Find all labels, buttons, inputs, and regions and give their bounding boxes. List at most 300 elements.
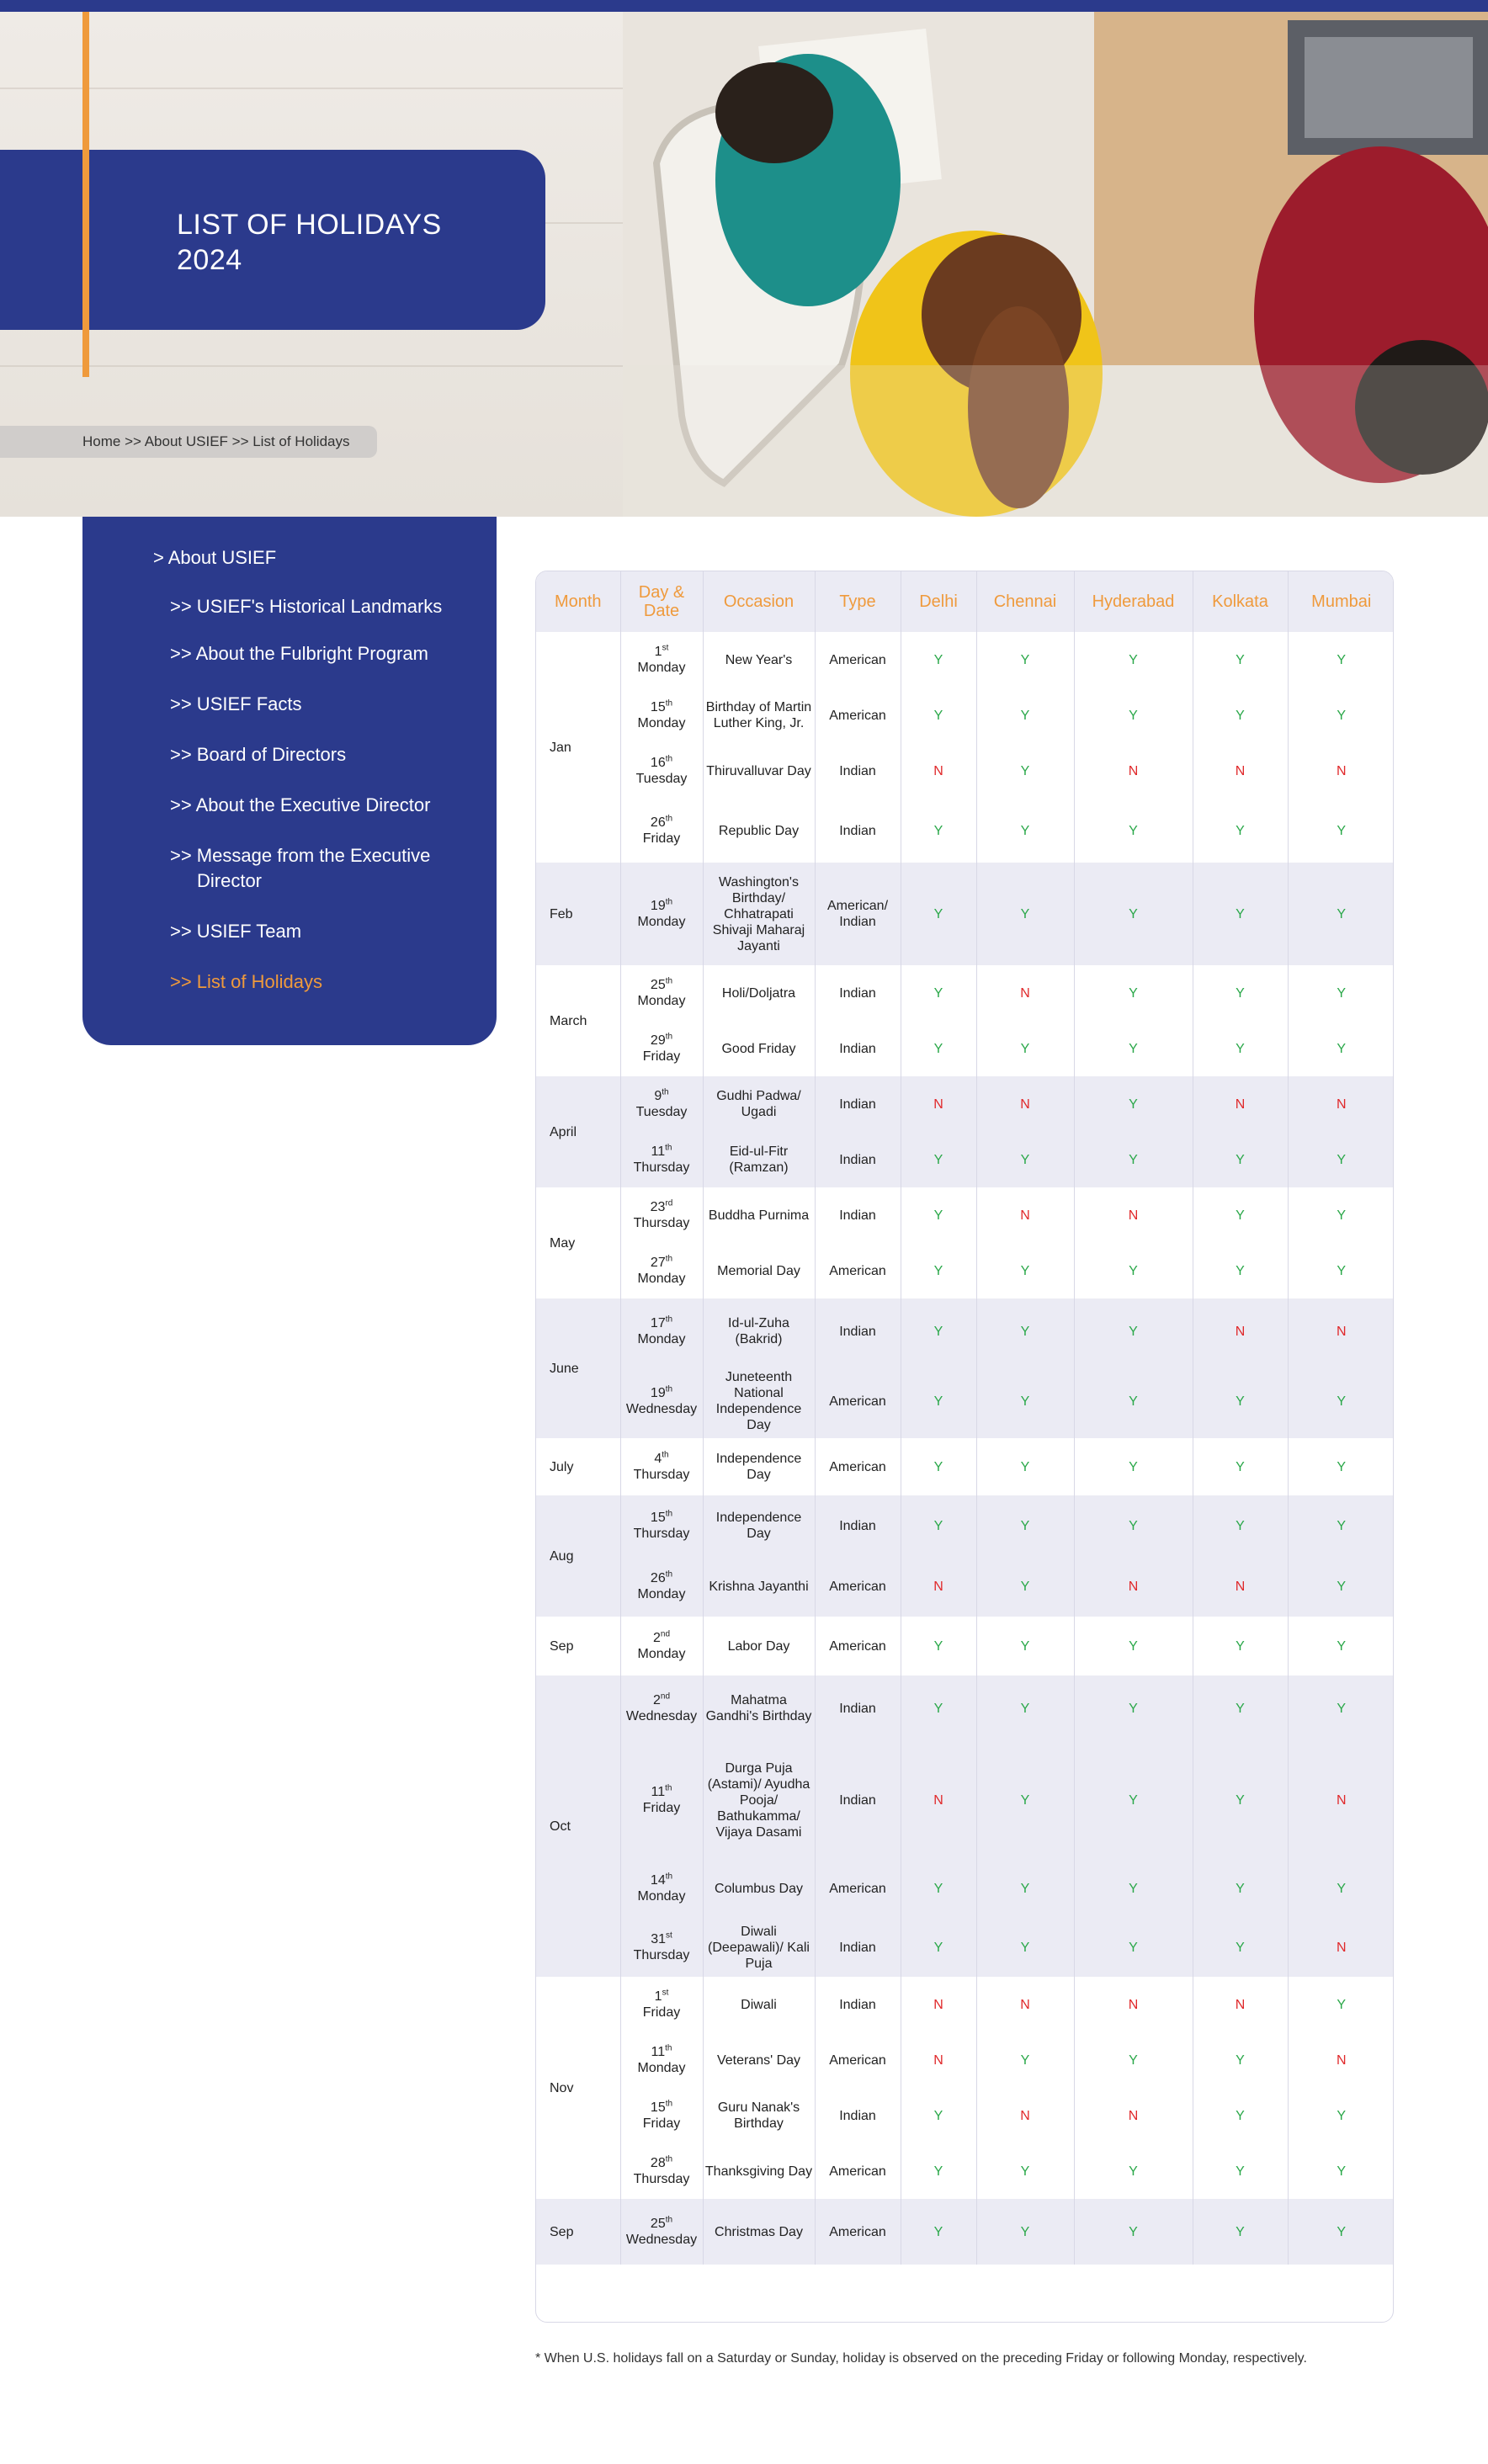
table-row [536, 2199, 1394, 2265]
status-hyderabad: Y [1074, 1495, 1193, 1556]
occasion-cell: Good Friday [703, 1021, 815, 1076]
status-chennai: Y [976, 799, 1074, 863]
status-chennai: Y [976, 688, 1074, 743]
month-cell: July [536, 1438, 620, 1495]
day-suffix: th [665, 814, 673, 824]
day-date-cell [620, 1859, 703, 1918]
weekday: Monday [637, 1332, 686, 1346]
header-hyderabad: Hyderabad [1074, 571, 1193, 632]
day-suffix: th [665, 1384, 673, 1394]
day-suffix: th [665, 754, 673, 764]
status-mumbai: Y [1288, 688, 1394, 743]
month-cell: June [536, 1298, 620, 1438]
type-cell: American/ Indian [815, 863, 901, 965]
occasion-cell: Id-ul-Zuha (Bakrid) [703, 1298, 815, 1364]
table-row [536, 1187, 1394, 1243]
status-hyderabad: Y [1074, 1675, 1193, 1741]
header-occasion: Occasion [703, 571, 815, 632]
status-chennai: N [976, 1076, 1074, 1132]
table-row [536, 2032, 1394, 2088]
weekday: Monday [637, 994, 686, 1008]
day-suffix: th [665, 2043, 672, 2053]
day-date-cell [620, 1438, 703, 1495]
day-date-cell [620, 1076, 703, 1132]
status-mumbai: Y [1288, 1977, 1394, 2032]
students-photo [623, 12, 1488, 517]
sidebar-item-executive-director[interactable]: >> About the Executive Director [170, 794, 431, 815]
weekday: Monday [637, 661, 686, 675]
type-cell: Indian [815, 1675, 901, 1741]
day-suffix: th [665, 1143, 672, 1153]
occasion-cell: Guru Nanak's Birthday [703, 2088, 815, 2143]
weekday: Friday [642, 2116, 681, 2131]
status-mumbai: N [1288, 1918, 1394, 1977]
day-suffix: th [665, 1872, 673, 1882]
accent-line [82, 12, 89, 377]
type-cell: Indian [815, 1076, 901, 1132]
day-suffix: th [665, 698, 673, 709]
occasion-cell: Diwali (Deepawali)/ Kali Puja [703, 1918, 815, 1977]
table-row [536, 1617, 1394, 1675]
table-row [536, 632, 1394, 688]
weekday: Thursday [633, 1948, 690, 1962]
status-kolkata: N [1193, 1076, 1288, 1132]
status-hyderabad: N [1074, 2088, 1193, 2143]
day-suffix: th [665, 897, 673, 907]
status-delhi: Y [901, 1438, 976, 1495]
type-cell: American [815, 2199, 901, 2265]
status-mumbai: Y [1288, 2199, 1394, 2265]
day-date-cell [620, 1617, 703, 1675]
status-delhi: Y [901, 1021, 976, 1076]
status-hyderabad: Y [1074, 1918, 1193, 1977]
page-title: LIST OF HOLIDAYS [177, 209, 442, 241]
status-hyderabad: Y [1074, 632, 1193, 688]
status-mumbai: N [1288, 1741, 1394, 1859]
status-chennai: Y [976, 1617, 1074, 1675]
status-delhi: N [901, 1741, 976, 1859]
status-kolkata: Y [1193, 2032, 1288, 2088]
status-kolkata: Y [1193, 1187, 1288, 1243]
status-chennai: Y [976, 1741, 1074, 1859]
day-number: 26 [650, 815, 666, 830]
day-date-cell [620, 1364, 703, 1438]
month-cell: Feb [536, 863, 620, 965]
type-cell: American [815, 1364, 901, 1438]
top-bar [0, 0, 1488, 12]
day-suffix: th [665, 1569, 673, 1580]
day-suffix: nd [660, 1629, 671, 1639]
status-mumbai: Y [1288, 1187, 1394, 1243]
day-suffix: th [665, 1032, 673, 1042]
day-suffix: th [665, 2099, 673, 2109]
status-chennai: Y [976, 1298, 1074, 1364]
status-hyderabad: N [1074, 1556, 1193, 1617]
status-mumbai: N [1288, 1076, 1394, 1132]
table-row [536, 688, 1394, 743]
status-mumbai: N [1288, 2032, 1394, 2088]
month-cell: Jan [536, 632, 620, 863]
status-hyderabad: Y [1074, 1132, 1193, 1187]
table-row [536, 1977, 1394, 2032]
status-hyderabad: Y [1074, 1617, 1193, 1675]
occasion-cell: Labor Day [703, 1617, 815, 1675]
status-mumbai: Y [1288, 1132, 1394, 1187]
day-suffix: th [665, 2154, 673, 2164]
sidebar-item-fulbright-program[interactable]: >> About the Fulbright Program [170, 643, 428, 664]
day-date-cell [620, 1132, 703, 1187]
status-delhi: Y [901, 965, 976, 1021]
day-date-cell [620, 2032, 703, 2088]
sidebar-item-list-of-holidays[interactable]: >> List of Holidays [170, 971, 322, 992]
status-delhi: Y [901, 2088, 976, 2143]
status-kolkata: N [1193, 743, 1288, 799]
weekday: Wednesday [625, 1402, 698, 1416]
status-delhi: Y [901, 688, 976, 743]
status-hyderabad: N [1074, 1977, 1193, 2032]
month-cell: Oct [536, 1675, 620, 1977]
status-kolkata: Y [1193, 2143, 1288, 2199]
month-cell: Aug [536, 1495, 620, 1617]
status-delhi: Y [901, 2143, 976, 2199]
status-chennai: Y [976, 1675, 1074, 1741]
month-cell: Nov [536, 1977, 620, 2199]
day-number: 2 [652, 1631, 661, 1645]
table-row [536, 1243, 1394, 1298]
weekday: Friday [642, 1801, 681, 1815]
occasion-cell: Birthday of Martin Luther King, Jr. [703, 688, 815, 743]
day-number: 23 [650, 1200, 666, 1214]
table-row [536, 1741, 1394, 1859]
occasion-cell: Juneteenth National Independence Day [703, 1364, 815, 1438]
status-chennai: Y [976, 1438, 1074, 1495]
status-hyderabad: N [1074, 743, 1193, 799]
status-kolkata: Y [1193, 1021, 1288, 1076]
day-number: 1 [654, 1989, 662, 2004]
table-row [536, 965, 1394, 1021]
day-suffix: st [662, 1988, 669, 1998]
type-cell: Indian [815, 1977, 901, 2032]
status-mumbai: Y [1288, 863, 1394, 965]
status-kolkata: Y [1193, 1364, 1288, 1438]
status-hyderabad: Y [1074, 688, 1193, 743]
status-delhi: Y [901, 1132, 976, 1187]
type-cell: American [815, 1243, 901, 1298]
day-date-cell [620, 1918, 703, 1977]
occasion-cell: Diwali [703, 1977, 815, 2032]
status-kolkata: Y [1193, 1243, 1288, 1298]
status-mumbai: Y [1288, 2088, 1394, 2143]
status-hyderabad: Y [1074, 1243, 1193, 1298]
type-cell: Indian [815, 1021, 901, 1076]
status-delhi: Y [901, 1364, 976, 1438]
day-number: 2 [652, 1693, 661, 1707]
header-month: Month [536, 571, 620, 632]
status-hyderabad: Y [1074, 1364, 1193, 1438]
status-chennai: Y [976, 632, 1074, 688]
status-kolkata: Y [1193, 1859, 1288, 1918]
day-number: 11 [651, 1144, 666, 1159]
status-chennai: Y [976, 1495, 1074, 1556]
day-date-cell [620, 799, 703, 863]
status-chennai: Y [976, 1243, 1074, 1298]
type-cell: American [815, 688, 901, 743]
day-date-cell [620, 743, 703, 799]
occasion-cell: Christmas Day [703, 2199, 815, 2265]
header-day-date: Day & Date [620, 571, 703, 632]
table-header-row [536, 571, 1394, 632]
day-date-cell [620, 2199, 703, 2265]
status-delhi: N [901, 743, 976, 799]
occasion-cell: Krishna Jayanthi [703, 1556, 815, 1617]
status-mumbai: Y [1288, 1364, 1394, 1438]
weekday: Monday [637, 2061, 686, 2075]
sidebar-item-board-of-directors[interactable]: >> Board of Directors [170, 744, 347, 765]
status-chennai: Y [976, 2143, 1074, 2199]
table-row [536, 1132, 1394, 1187]
day-date-cell [620, 1675, 703, 1741]
day-date-cell [620, 1495, 703, 1556]
status-hyderabad: Y [1074, 1859, 1193, 1918]
occasion-cell: Eid-ul-Fitr (Ramzan) [703, 1132, 815, 1187]
day-number: 1 [654, 645, 662, 659]
day-suffix: nd [660, 1691, 671, 1702]
status-kolkata: N [1193, 1556, 1288, 1617]
header-type: Type [815, 571, 901, 632]
status-kolkata: Y [1193, 2088, 1288, 2143]
status-chennai: N [976, 2088, 1074, 2143]
table-row [536, 1859, 1394, 1918]
sidebar-nav [82, 517, 497, 1045]
day-number: 25 [650, 2217, 666, 2231]
day-number: 27 [650, 1256, 666, 1270]
table-row [536, 1021, 1394, 1076]
day-suffix: st [662, 643, 669, 653]
type-cell: American [815, 632, 901, 688]
sidebar-item-message-executive-cont[interactable]: Director [197, 870, 263, 891]
weekday: Tuesday [635, 1105, 688, 1119]
status-hyderabad: Y [1074, 2032, 1193, 2088]
status-chennai: Y [976, 1021, 1074, 1076]
table-row [536, 1298, 1394, 1364]
day-number: 29 [650, 1033, 666, 1048]
status-chennai: Y [976, 743, 1074, 799]
status-mumbai: Y [1288, 1495, 1394, 1556]
month-cell: May [536, 1187, 620, 1298]
table-row [536, 743, 1394, 799]
weekday: Thursday [633, 2172, 690, 2186]
status-hyderabad: Y [1074, 863, 1193, 965]
status-delhi: Y [901, 1298, 976, 1364]
status-kolkata: Y [1193, 1675, 1288, 1741]
occasion-cell: Washington's Birthday/ Chhatrapati Shivaji Maharaj Jayanti [703, 863, 815, 965]
status-hyderabad: Y [1074, 1076, 1193, 1132]
weekday: Monday [637, 1587, 686, 1601]
status-delhi: Y [901, 1187, 976, 1243]
sidebar-item-about-usief[interactable]: > About USIEF [153, 547, 277, 568]
occasion-cell: Independence Day [703, 1495, 815, 1556]
status-delhi: Y [901, 632, 976, 688]
weekday: Thursday [633, 1160, 690, 1175]
header-chennai: Chennai [976, 571, 1074, 632]
day-number: 15 [650, 700, 666, 714]
day-suffix: th [665, 1314, 673, 1325]
table-row [536, 1495, 1394, 1556]
status-kolkata: Y [1193, 632, 1288, 688]
occasion-cell: Independence Day [703, 1438, 815, 1495]
status-chennai: Y [976, 1556, 1074, 1617]
status-mumbai: Y [1288, 2143, 1394, 2199]
status-chennai: N [976, 965, 1074, 1021]
day-number: 19 [650, 1386, 666, 1400]
weekday: Monday [637, 716, 686, 730]
day-number: 26 [650, 1571, 666, 1585]
status-mumbai: Y [1288, 1556, 1394, 1617]
occasion-cell: Thanksgiving Day [703, 2143, 815, 2199]
status-hyderabad: Y [1074, 2199, 1193, 2265]
day-number: 11 [651, 1785, 666, 1799]
weekday: Monday [637, 1272, 686, 1286]
status-mumbai: Y [1288, 632, 1394, 688]
status-hyderabad: N [1074, 1187, 1193, 1243]
weekday: Monday [637, 915, 686, 929]
sidebar-item-message-executive[interactable]: >> Message from the Executive [170, 845, 431, 866]
status-chennai: Y [976, 1859, 1074, 1918]
status-hyderabad: Y [1074, 799, 1193, 863]
weekday: Friday [642, 831, 681, 846]
type-cell: American [815, 1556, 901, 1617]
status-chennai: Y [976, 2199, 1074, 2265]
weekday: Thursday [633, 1468, 690, 1482]
status-delhi: Y [901, 1495, 976, 1556]
status-mumbai: N [1288, 743, 1394, 799]
weekday: Friday [642, 2005, 681, 2020]
day-date-cell [620, 1741, 703, 1859]
occasion-cell: Memorial Day [703, 1243, 815, 1298]
status-hyderabad: Y [1074, 1741, 1193, 1859]
day-number: 28 [650, 2156, 666, 2170]
type-cell: American [815, 2143, 901, 2199]
sidebar-item-usief-team[interactable]: >> USIEF Team [170, 921, 302, 942]
type-cell: Indian [815, 1187, 901, 1243]
weekday: Monday [637, 1647, 686, 1661]
day-suffix: th [665, 1509, 673, 1519]
occasion-cell: Republic Day [703, 799, 815, 863]
day-number: 14 [650, 1873, 666, 1888]
type-cell: Indian [815, 2088, 901, 2143]
sidebar-item-historical-landmarks[interactable]: >> USIEF's Historical Landmarks [170, 596, 443, 617]
footnote: * When U.S. holidays fall on a Saturday or Sunday, holiday is observed on the preceding Friday or following Monday, respectively. [535, 2351, 1307, 2366]
table-row [536, 1076, 1394, 1132]
status-delhi: Y [901, 863, 976, 965]
type-cell: Indian [815, 1495, 901, 1556]
page-title-year: 2024 [177, 244, 242, 276]
status-mumbai: Y [1288, 1859, 1394, 1918]
status-kolkata: Y [1193, 2199, 1288, 2265]
header-kolkata: Kolkata [1193, 571, 1288, 632]
sidebar-item-usief-facts[interactable]: >> USIEF Facts [170, 693, 302, 714]
status-delhi: Y [901, 799, 976, 863]
type-cell: Indian [815, 1298, 901, 1364]
type-cell: Indian [815, 799, 901, 863]
status-mumbai: Y [1288, 1675, 1394, 1741]
status-kolkata: Y [1193, 1918, 1288, 1977]
month-cell: Sep [536, 2199, 620, 2265]
day-date-cell [620, 965, 703, 1021]
day-number: 9 [654, 1089, 662, 1103]
status-kolkata: Y [1193, 965, 1288, 1021]
table-row [536, 1556, 1394, 1617]
weekday: Thursday [633, 1527, 690, 1541]
status-chennai: Y [976, 2032, 1074, 2088]
status-chennai: Y [976, 1132, 1074, 1187]
day-suffix: th [665, 1783, 672, 1793]
day-date-cell [620, 1243, 703, 1298]
type-cell: American [815, 1438, 901, 1495]
type-cell: Indian [815, 743, 901, 799]
status-hyderabad: Y [1074, 2143, 1193, 2199]
header-mumbai: Mumbai [1288, 571, 1394, 632]
day-number: 31 [651, 1932, 666, 1946]
weekday: Tuesday [635, 772, 688, 786]
status-delhi: Y [901, 2199, 976, 2265]
day-date-cell [620, 1021, 703, 1076]
day-date-cell [620, 1298, 703, 1364]
type-cell: Indian [815, 965, 901, 1021]
status-mumbai: Y [1288, 1021, 1394, 1076]
status-delhi: Y [901, 1243, 976, 1298]
type-cell: Indian [815, 1132, 901, 1187]
status-delhi: Y [901, 1675, 976, 1741]
header-delhi: Delhi [901, 571, 976, 632]
status-chennai: N [976, 1187, 1074, 1243]
status-mumbai: Y [1288, 965, 1394, 1021]
day-date-cell [620, 2088, 703, 2143]
day-suffix: rd [665, 1198, 673, 1208]
type-cell: Indian [815, 1918, 901, 1977]
table-row [536, 1364, 1394, 1438]
holidays-table [535, 571, 1394, 2323]
weekday: Wednesday [625, 1709, 698, 1723]
day-number: 19 [650, 899, 666, 913]
status-kolkata: Y [1193, 799, 1288, 863]
month-cell: April [536, 1076, 620, 1187]
status-delhi: N [901, 1076, 976, 1132]
occasion-cell: Durga Puja (Astami)/ Ayudha Pooja/ Bathukamma/ Vijaya Dasami [703, 1741, 815, 1859]
status-kolkata: Y [1193, 1438, 1288, 1495]
occasion-cell: New Year's [703, 632, 815, 688]
status-hyderabad: Y [1074, 1021, 1193, 1076]
table-row [536, 1675, 1394, 1741]
status-chennai: Y [976, 1918, 1074, 1977]
table-row [536, 2143, 1394, 2199]
breadcrumb[interactable]: Home >> About USIEF >> List of Holidays [0, 426, 377, 458]
occasion-cell: Mahatma Gandhi's Birthday [703, 1675, 815, 1741]
day-date-cell [620, 863, 703, 965]
day-suffix: th [665, 2215, 673, 2225]
table-row [536, 799, 1394, 863]
weekday: Thursday [633, 1216, 690, 1230]
day-number: 16 [650, 756, 666, 770]
day-date-cell [620, 1556, 703, 1617]
occasion-cell: Buddha Purnima [703, 1187, 815, 1243]
status-mumbai: Y [1288, 1617, 1394, 1675]
status-mumbai: Y [1288, 799, 1394, 863]
status-mumbai: Y [1288, 1438, 1394, 1495]
day-date-cell [620, 688, 703, 743]
status-kolkata: Y [1193, 1741, 1288, 1859]
status-mumbai: N [1288, 1298, 1394, 1364]
